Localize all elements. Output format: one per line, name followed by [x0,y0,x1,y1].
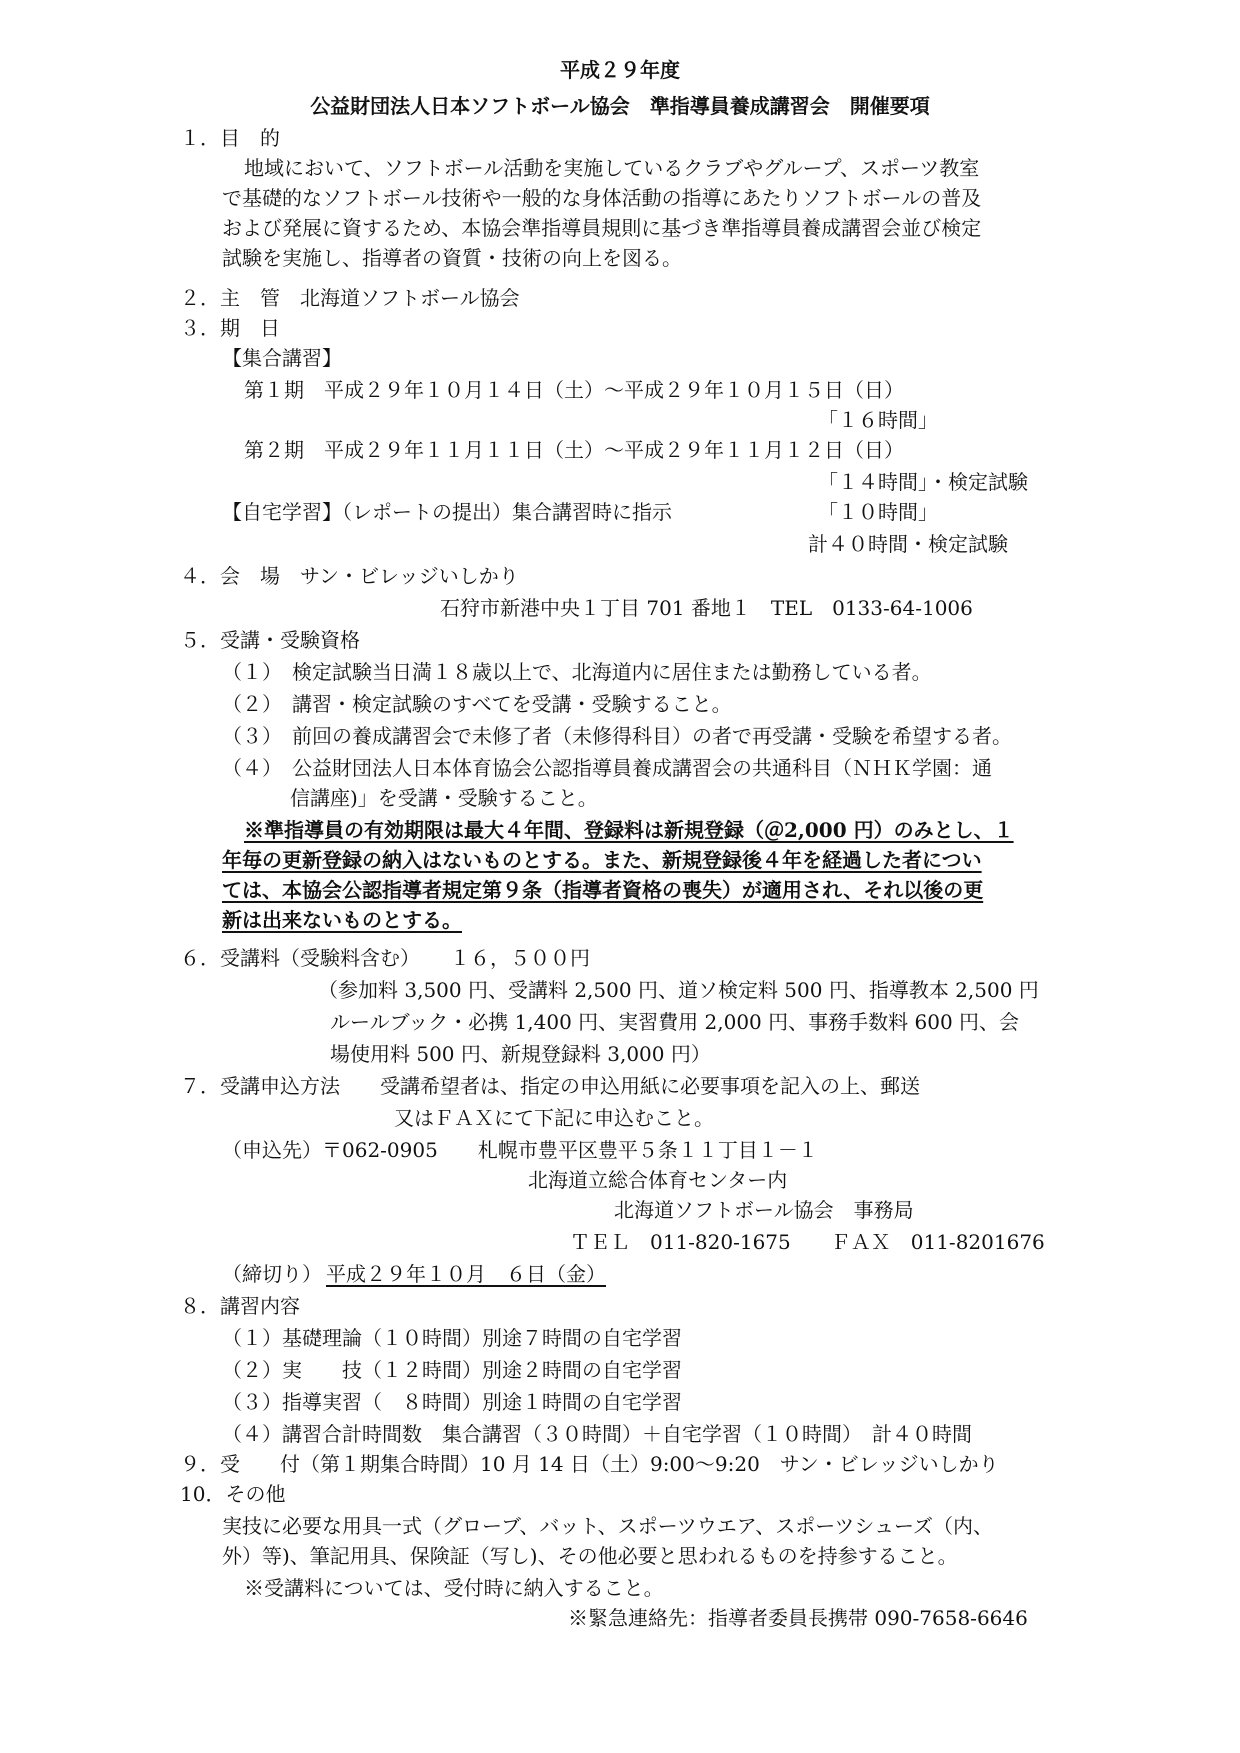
fiscal-year: 平成２９年度 [560,58,680,82]
deadline-label: （締切り） [222,1262,322,1286]
qualification-item: （１） 検定試験当日満１８歳以上で、北海道内に居住または勤務している者。 [222,660,932,684]
home-study-hours: 「１０時間」 [818,500,938,524]
course-content-item: （４）講習合計時間数 集合講習（３０時間）＋自宅学習（１０時間） 計４０時間 [222,1422,972,1446]
other-line: 外）等)、筆記用具、保険証（写し)、その他必要と思われるものを持参すること。 [222,1544,958,1568]
venue-address: 石狩市新港中央１丁目 701 番地１ TEL 0133-64-1006 [440,596,973,620]
qualification-item: 信講座)」を受講・受験すること。 [290,786,598,810]
validity-note-line: ては、本協会公認指導者規定第９条（指導者資格の喪失）が適用され、それ以後の更 [222,878,984,902]
emergency-contact: ※緊急連絡先：指導者委員長携帯 090-7658-6646 [568,1606,1028,1630]
group-training-label: 【集合講習】 [222,346,342,370]
section-1-line: 地域において、ソフトボール活動を実施しているクラブやグループ、スポーツ教室 [244,156,980,180]
course-content-item: （３）指導実習（ ８時間）別途１時間の自宅学習 [222,1390,682,1414]
document-title: 公益財団法人日本ソフトボール協会 準指導員養成講習会 開催要項 [310,94,930,118]
other-line: 実技に必要な用具一式（グローブ、バット、スポーツウエア、スポーツシューズ（内、 [222,1514,993,1538]
section-1-line: 試験を実施し、指導者の資質・技術の向上を図る。 [222,246,682,270]
qualification-item: （２） 講習・検定試験のすべてを受講・受験すること。 [222,692,732,716]
fee-detail-line: （参加料 3,500 円、受講料 2,500 円、道ソ検定料 500 円、指導教本 2,500 円 [318,978,1039,1002]
home-study: 【自宅学習】（レポートの提出）集合講習時に指示 [222,500,672,524]
section-4-heading: ４．会 場 サン・ビレッジいしかり [180,564,519,588]
section-7-heading: ７．受講申込方法 受講希望者は、指定の申込用紙に必要事項を記入の上、郵送 [180,1074,920,1098]
term-2-hours: 「１４時間」・検定試験 [818,470,1028,494]
total-hours: 計４０時間・検定試験 [808,532,1008,556]
section-1-line: で基礎的なソフトボール技術や一般的な身体活動の指導にあたりソフトボールの普及 [222,186,982,210]
application-address: 北海道ソフトボール協会 事務局 [614,1198,914,1222]
fee-payment-note: ※受講料については、受付時に納入すること。 [244,1576,664,1600]
section-1-line: および発展に資するため、本協会準指導員規則に基づき準指導員養成講習会並び検定 [222,216,982,240]
application-address: 北海道立総合体育センター内 [528,1168,788,1192]
term-1-hours: 「１６時間」 [818,408,938,432]
course-content-item: （２）実 技（１２時間）別途２時間の自宅学習 [222,1358,682,1382]
qualification-item: （４） 公益財団法人日本体育協会公認指導員養成講習会の共通科目（ＮＨＫ学園：通 [222,756,992,780]
deadline-date: 平成２９年１０月 ６日（金） [326,1262,606,1286]
application-address: （申込先）〒062-0905 札幌市豊平区豊平５条１１丁目１－１ [222,1138,818,1162]
validity-note-line: 年毎の更新登録の納入はないものとする。また、新規登録後４年を経過した者につい [222,848,982,872]
section-9-heading: ９．受 付（第１期集合時間）10 月 14 日（土）9:00～9:20 サン・ビレッジいしかり [180,1452,999,1476]
validity-note-line: 新は出来ないものとする。 [222,908,462,932]
course-content-item: （１）基礎理論（１０時間）別途７時間の自宅学習 [222,1326,682,1350]
section-5-heading: ５．受講・受験資格 [180,628,360,652]
qualification-item: （３） 前回の養成講習会で未修了者（未修得科目）の者で再受講・受験を希望する者。 [222,724,1012,748]
term-2-dates: 第２期 平成２９年１１月１１日（土）～平成２９年１１月１２日（日） [244,438,904,462]
section-3-heading: ３．期 日 [180,316,280,340]
section-1-heading: １．目 的 [180,126,280,150]
section-10-heading: 10．その他 [180,1482,286,1506]
validity-note-line: ※準指導員の有効期限は最大４年間、登録料は新規登録（＠2,000 円）のみとし、１ [244,818,1014,842]
section-6-heading: ６．受講料（受験料含む） １６，５００円 [180,946,590,970]
fee-detail-line: 場使用料 500 円、新規登録料 3,000 円） [330,1042,711,1066]
fee-detail-line: ルールブック・必携 1,400 円、実習費用 2,000 円、事務手数料 600 円、会 [330,1010,1020,1034]
application-method-line: 又はＦＡＸにて下記に申込むこと。 [394,1106,714,1130]
section-8-heading: ８．講習内容 [180,1294,300,1318]
application-contact: ＴＥＬ 011-820-1675 ＦＡＸ 011-8201676 [570,1230,1045,1254]
term-1-dates: 第１期 平成２９年１０月１４日（土）～平成２９年１０月１５日（日） [244,378,904,402]
section-2-heading: ２．主 管 北海道ソフトボール協会 [180,286,520,310]
